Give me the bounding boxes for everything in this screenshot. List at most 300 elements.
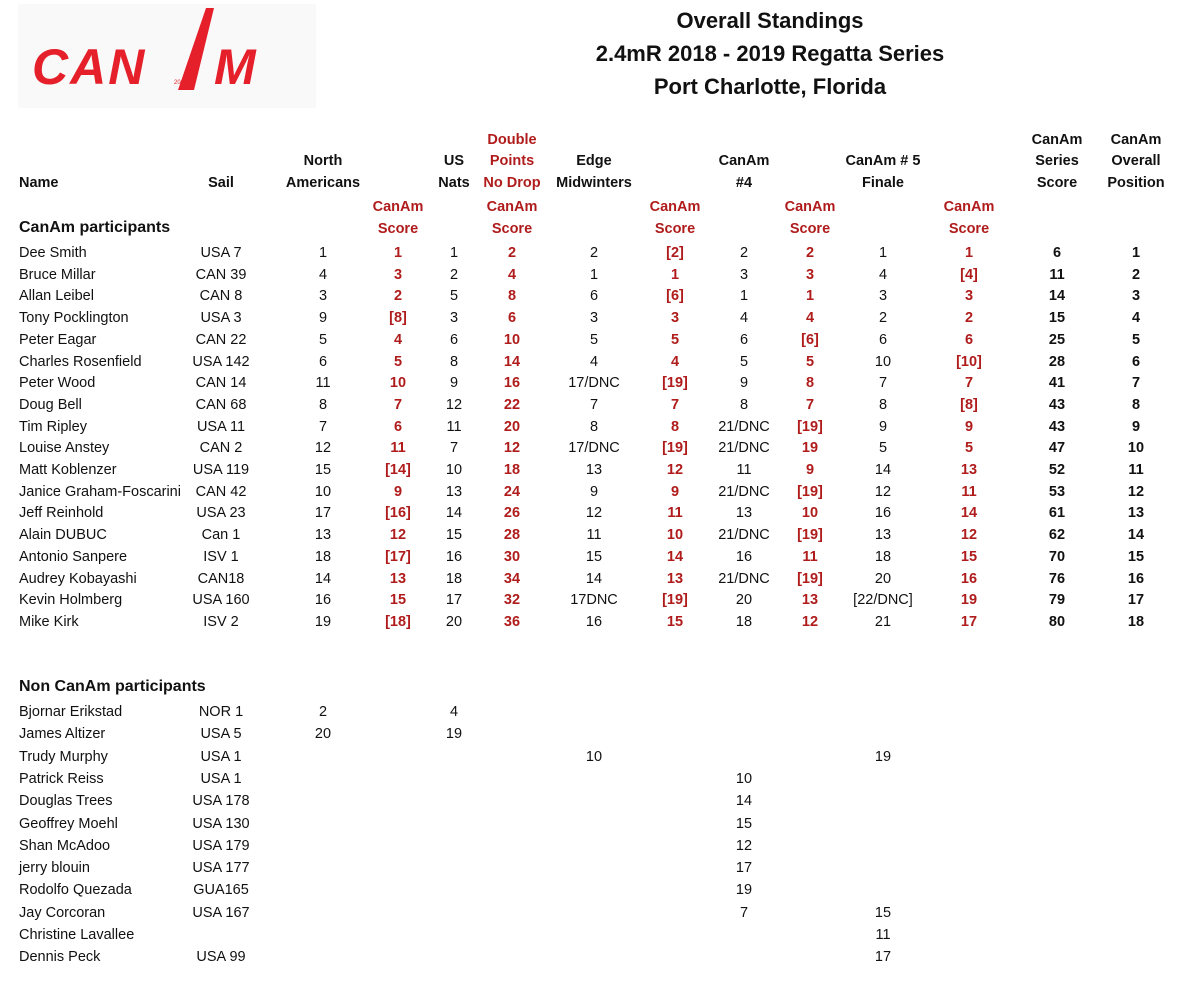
cell-canam5-finale: 19: [874, 748, 892, 765]
header-us-nats: US Nats: [438, 153, 470, 191]
cell-canam4: 9: [739, 375, 749, 392]
cell-canam-score-4: [19]: [797, 570, 823, 587]
cell-us-nats: 18: [445, 570, 463, 587]
cell-canam5-finale: 17: [874, 949, 892, 966]
cell-series-score: 28: [1048, 353, 1066, 370]
header-edge-midwinters: Edge Midwinters: [556, 153, 632, 191]
cell-canam-score-na: 5: [393, 353, 403, 370]
cell-sail: NOR 1: [198, 704, 244, 720]
cell-north-americans: 14: [314, 570, 332, 587]
cell-canam-score-edge: 11: [667, 505, 683, 522]
cell-canam-score-5: 5: [964, 440, 974, 457]
cell-name: Alain DUBUC: [19, 527, 107, 544]
cell-double-points: 6: [507, 310, 517, 327]
cell-canam5-finale: 20: [874, 570, 892, 587]
cell-edge-midwinters: 8: [589, 418, 599, 435]
cell-canam-score-na: 12: [389, 527, 407, 544]
cell-north-americans: 15: [314, 462, 332, 478]
cell-canam-score-4: 2: [805, 245, 815, 261]
cell-north-americans: 7: [318, 418, 328, 435]
cell-north-americans: 2: [318, 704, 328, 720]
cell-canam-score-5: 6: [964, 331, 974, 348]
cell-canam-score-5: 9: [964, 418, 974, 435]
cell-canam4: 13: [735, 505, 753, 522]
canam-logo: [18, 4, 316, 108]
cell-canam4: 5: [739, 353, 749, 370]
cell-series-score: 14: [1048, 288, 1066, 305]
cell-north-americans: 12: [314, 440, 332, 457]
cell-canam-score-edge: [6]: [666, 288, 684, 305]
cell-overall-position: 17: [1127, 592, 1145, 609]
cell-sail: USA 23: [196, 505, 246, 522]
cell-double-points: 20: [503, 418, 521, 435]
cell-canam-score-edge: [19]: [662, 592, 688, 609]
cell-canam4: 10: [735, 770, 753, 787]
cell-canam5-finale: 3: [878, 288, 888, 305]
cell-series-score: 70: [1048, 548, 1066, 565]
cell-canam5-finale: 11: [875, 927, 891, 943]
cell-canam-score-5: 17: [960, 613, 978, 630]
cell-series-score: 61: [1048, 505, 1066, 522]
cell-canam-score-5: [4]: [960, 266, 978, 283]
cell-name: Trudy Murphy: [19, 748, 108, 765]
cell-name: Kevin Holmberg: [19, 592, 123, 609]
cell-canam5-finale: 9: [878, 418, 888, 435]
header-overall-position: CanAm Overall Position: [1107, 131, 1165, 191]
cell-canam4: 14: [735, 793, 753, 810]
cell-canam-score-edge: [19]: [662, 440, 688, 457]
cell-overall-position: 3: [1131, 288, 1141, 305]
cell-sail: CAN 39: [195, 266, 247, 283]
cell-sail: USA 5: [200, 726, 242, 743]
cell-edge-midwinters: 3: [589, 310, 599, 327]
cell-double-points: 26: [503, 505, 521, 522]
cell-name: jerry blouin: [19, 860, 90, 877]
cell-edge-midwinters: 6: [589, 288, 599, 305]
cell-name: James Altizer: [19, 726, 106, 743]
cell-us-nats: 6: [449, 331, 459, 348]
cell-overall-position: 7: [1131, 375, 1141, 392]
cell-double-points: 18: [503, 462, 521, 478]
cell-double-points: 10: [503, 331, 521, 348]
cell-canam5-finale: [22/DNC]: [853, 592, 913, 609]
cell-double-points: 4: [507, 266, 517, 283]
cell-series-score: 62: [1048, 527, 1066, 544]
cell-overall-position: 18: [1127, 613, 1145, 630]
cell-us-nats: 5: [449, 288, 459, 305]
cell-name: Janice Graham-Foscarini: [19, 483, 181, 500]
cell-sail: CAN 68: [195, 396, 247, 413]
cell-canam5-finale: 16: [874, 505, 892, 522]
cell-sail: ISV 2: [203, 613, 239, 630]
cell-sail: USA 119: [192, 462, 250, 478]
cell-canam-score-na: [14]: [385, 462, 411, 478]
cell-name: Geoffrey Moehl: [19, 815, 118, 832]
cell-name: Tony Pocklington: [19, 310, 129, 327]
cell-canam-score-4: 4: [805, 310, 815, 327]
cell-sail: USA 1: [200, 748, 242, 765]
cell-name: Tim Ripley: [19, 418, 87, 435]
cell-double-points: 28: [503, 527, 521, 544]
cell-us-nats: 19: [445, 726, 463, 743]
cell-north-americans: 11: [315, 375, 331, 392]
cell-name: Christine Lavallee: [19, 927, 135, 943]
svg-text:M: M: [214, 39, 256, 95]
cell-canam-score-4: 10: [801, 505, 819, 522]
cell-canam5-finale: 15: [874, 904, 892, 921]
cell-overall-position: 6: [1131, 353, 1141, 370]
cell-north-americans: 3: [318, 288, 328, 305]
cell-us-nats: 9: [449, 375, 459, 392]
cell-canam-score-5: 1: [964, 245, 974, 261]
cell-sail: USA 11: [196, 418, 246, 435]
cell-canam4: 21/DNC: [718, 418, 770, 435]
cell-sail: USA 3: [200, 310, 242, 327]
cell-canam-score-edge: 10: [666, 527, 684, 544]
cell-edge-midwinters: 9: [589, 483, 599, 500]
cell-double-points: 2: [507, 245, 517, 261]
cell-sail: Can 1: [201, 527, 241, 544]
cell-series-score: 6: [1052, 245, 1062, 261]
cell-series-score: 76: [1048, 570, 1066, 587]
cell-name: Doug Bell: [19, 396, 82, 413]
cell-double-points: 14: [503, 353, 521, 370]
cell-double-points: 36: [503, 613, 521, 630]
cell-name: Mike Kirk: [19, 613, 79, 630]
cell-canam-score-4: 9: [805, 462, 815, 478]
cell-canam-score-5: 11: [961, 483, 977, 500]
cell-canam-score-4: 12: [801, 613, 819, 630]
header-name: Name: [19, 174, 59, 191]
header-canam5-finale: CanAm # 5 Finale: [845, 153, 921, 191]
cell-name: Jeff Reinhold: [19, 505, 104, 522]
cell-sail: GUA165: [193, 882, 249, 899]
cell-canam-score-edge: 13: [666, 570, 684, 587]
cell-canam5-finale: 13: [874, 527, 892, 544]
cell-series-score: 41: [1048, 375, 1066, 392]
cell-us-nats: 17: [445, 592, 463, 609]
title-line-2: 2.4mR 2018 - 2019 Regatta Series: [595, 41, 945, 66]
cell-canam-score-edge: 15: [666, 613, 684, 630]
cell-double-points: 34: [503, 570, 521, 587]
cell-us-nats: 4: [449, 704, 459, 720]
cell-us-nats: 11: [446, 418, 462, 435]
cell-us-nats: 15: [445, 527, 463, 544]
cell-edge-midwinters: 10: [585, 748, 603, 765]
cell-sail: USA 178: [192, 793, 250, 810]
cell-canam-score-4: 7: [805, 396, 815, 413]
cell-series-score: 11: [1049, 266, 1065, 283]
header-sail: Sail: [208, 174, 234, 191]
header-canam-score-5: CanAm Score: [943, 199, 995, 237]
cell-canam4: 12: [735, 837, 753, 854]
cell-canam-score-4: 19: [801, 440, 819, 457]
cell-edge-midwinters: 16: [585, 613, 603, 630]
cell-sail: USA 142: [192, 353, 250, 370]
cell-us-nats: 14: [445, 505, 463, 522]
cell-canam-score-edge: 7: [670, 396, 680, 413]
header-canam4: CanAm #4: [718, 153, 770, 191]
header-canam-score-dp: CanAm Score: [486, 199, 538, 237]
cell-overall-position: 11: [1128, 462, 1144, 478]
cell-sail: CAN 22: [195, 331, 247, 348]
cell-canam-score-4: 8: [805, 375, 815, 392]
header-canam-score-na: CanAm Score: [372, 199, 424, 237]
cell-canam-score-na: 10: [389, 375, 407, 392]
cell-edge-midwinters: 13: [585, 462, 603, 478]
cell-series-score: 47: [1048, 440, 1066, 457]
cell-canam4: 21/DNC: [718, 440, 770, 457]
cell-us-nats: 13: [445, 483, 463, 500]
cell-double-points: 12: [503, 440, 521, 457]
cell-north-americans: 6: [318, 353, 328, 370]
cell-us-nats: 12: [445, 396, 463, 413]
cell-overall-position: 14: [1127, 527, 1145, 544]
cell-canam-score-5: 13: [960, 462, 978, 478]
cell-series-score: 25: [1048, 331, 1066, 348]
cell-canam4: 11: [736, 462, 752, 478]
cell-overall-position: 15: [1127, 548, 1145, 565]
cell-sail: USA 160: [192, 592, 250, 609]
cell-canam-score-edge: 1: [670, 266, 680, 283]
cell-canam5-finale: 8: [878, 396, 888, 413]
cell-overall-position: 4: [1131, 310, 1141, 327]
cell-canam4: 15: [735, 815, 753, 832]
cell-canam-score-na: 9: [393, 483, 403, 500]
cell-north-americans: 20: [314, 726, 332, 743]
cell-canam5-finale: 1: [878, 245, 888, 261]
cell-name: Dee Smith: [19, 245, 87, 261]
cell-canam-score-na: 3: [393, 266, 403, 283]
cell-canam4: 16: [735, 548, 753, 565]
cell-north-americans: 16: [314, 592, 332, 609]
cell-canam-score-na: 1: [393, 245, 403, 261]
cell-edge-midwinters: 7: [589, 396, 599, 413]
cell-double-points: 8: [507, 288, 517, 305]
cell-canam-score-edge: 12: [666, 462, 684, 478]
cell-sail: USA 99: [196, 949, 246, 966]
cell-edge-midwinters: 17DNC: [570, 592, 618, 609]
cell-us-nats: 8: [449, 353, 459, 370]
cell-canam5-finale: 2: [878, 310, 888, 327]
cell-edge-midwinters: 5: [589, 331, 599, 348]
cell-overall-position: 13: [1127, 505, 1145, 522]
cell-series-score: 43: [1048, 418, 1066, 435]
cell-name: Rodolfo Quezada: [19, 882, 132, 899]
cell-canam-score-5: 3: [964, 288, 974, 305]
cell-canam-score-na: 4: [393, 331, 403, 348]
cell-canam-score-na: [17]: [385, 548, 411, 565]
cell-canam5-finale: 18: [874, 548, 892, 565]
cell-canam4: 21/DNC: [718, 483, 770, 500]
cell-canam-score-edge: [2]: [666, 245, 684, 261]
cell-sail: CAN 2: [199, 440, 243, 457]
cell-edge-midwinters: 17/DNC: [568, 440, 620, 457]
cell-canam-score-4: 13: [801, 592, 819, 609]
cell-canam4: 17: [735, 860, 753, 877]
cell-canam-score-5: 2: [964, 310, 974, 327]
cell-canam-score-5: 14: [960, 505, 978, 522]
cell-canam-score-5: 16: [960, 570, 978, 587]
cell-canam4: 7: [739, 904, 749, 921]
cell-canam-score-4: [6]: [801, 331, 819, 348]
cell-overall-position: 2: [1131, 266, 1141, 283]
cell-canam-score-4: [19]: [797, 418, 823, 435]
cell-series-score: 53: [1048, 483, 1066, 500]
cell-name: Allan Leibel: [19, 288, 94, 305]
cell-north-americans: 10: [314, 483, 332, 500]
cell-canam4: 6: [739, 331, 749, 348]
cell-north-americans: 17: [314, 505, 332, 522]
cell-canam-score-edge: 14: [666, 548, 684, 565]
cell-canam-score-4: 1: [805, 288, 815, 305]
cell-canam4: 18: [735, 613, 753, 630]
cell-canam-score-na: 11: [390, 440, 406, 457]
cell-name: Matt Koblenzer: [19, 462, 117, 478]
svg-text:CAN: CAN: [32, 39, 147, 95]
cell-sail: CAN 14: [195, 375, 247, 392]
cell-us-nats: 20: [445, 613, 463, 630]
cell-canam-score-edge: 5: [670, 331, 680, 348]
section-canam-participants: CanAm participants: [19, 219, 171, 236]
cell-canam-score-4: [19]: [797, 527, 823, 544]
cell-name: Louise Anstey: [19, 440, 110, 457]
cell-overall-position: 12: [1127, 483, 1145, 500]
cell-name: Bjornar Erikstad: [19, 704, 123, 720]
header-canam-score-edge: CanAm Score: [649, 199, 701, 237]
cell-edge-midwinters: 11: [586, 527, 602, 544]
cell-name: Jay Corcoran: [19, 904, 106, 921]
cell-us-nats: 2: [449, 266, 459, 283]
cell-name: Bruce Millar: [19, 266, 96, 283]
cell-north-americans: 4: [318, 266, 328, 283]
cell-name: Patrick Reiss: [19, 770, 104, 787]
cell-canam5-finale: 14: [874, 462, 892, 478]
header-north-americans: North Americans: [285, 153, 361, 191]
cell-edge-midwinters: 4: [589, 353, 599, 370]
cell-canam-score-edge: [19]: [662, 375, 688, 392]
cell-canam-score-4: 3: [805, 266, 815, 283]
cell-canam-score-na: 13: [389, 570, 407, 587]
cell-overall-position: 5: [1131, 331, 1141, 348]
cell-sail: USA 179: [192, 837, 250, 854]
cell-edge-midwinters: 17/DNC: [568, 375, 620, 392]
cell-north-americans: 1: [318, 245, 328, 261]
cell-sail: USA 7: [200, 245, 242, 261]
cell-edge-midwinters: 1: [589, 266, 599, 283]
title-line-1: Overall Standings: [676, 8, 864, 33]
cell-name: Shan McAdoo: [19, 837, 111, 854]
cell-canam-score-4: 11: [802, 548, 818, 565]
cell-canam4: 21/DNC: [718, 527, 770, 544]
section-non-canam-participants: Non CanAm participants: [19, 678, 206, 695]
cell-canam-score-na: [18]: [385, 613, 411, 630]
cell-overall-position: 10: [1127, 440, 1145, 457]
canam-logo-graphic: [18, 4, 316, 108]
cell-name: Peter Wood: [19, 375, 96, 392]
cell-canam-score-5: 12: [960, 527, 978, 544]
cell-sail: CAN 8: [199, 288, 243, 305]
cell-sail: USA 1: [200, 770, 242, 787]
cell-sail: CAN18: [197, 570, 245, 587]
cell-canam-score-5: 7: [964, 375, 974, 392]
cell-canam4: 19: [735, 882, 753, 899]
cell-name: Peter Eagar: [19, 331, 97, 348]
title-line-3: Port Charlotte, Florida: [653, 74, 887, 99]
cell-canam4: 2: [739, 245, 749, 261]
cell-sail: USA 130: [192, 815, 250, 832]
cell-canam5-finale: 21: [874, 613, 892, 630]
cell-us-nats: 10: [445, 462, 463, 478]
cell-sail: CAN 42: [195, 483, 247, 500]
cell-overall-position: 1: [1131, 245, 1141, 261]
cell-north-americans: 13: [314, 527, 332, 544]
cell-overall-position: 9: [1131, 418, 1141, 435]
cell-canam5-finale: 7: [878, 375, 888, 392]
header-series-score: CanAm Series Score: [1031, 131, 1083, 191]
cell-edge-midwinters: 2: [589, 245, 599, 261]
cell-edge-midwinters: 14: [585, 570, 603, 587]
header-canam-score-4: CanAm Score: [784, 199, 836, 237]
cell-canam-score-edge: 8: [670, 418, 680, 435]
cell-canam-score-5: [10]: [956, 353, 982, 370]
cell-canam-score-na: 2: [393, 288, 403, 305]
cell-canam-score-4: 5: [805, 353, 815, 370]
cell-name: Audrey Kobayashi: [19, 570, 137, 587]
cell-canam-score-na: [16]: [385, 505, 411, 522]
cell-canam-score-4: [19]: [797, 483, 823, 500]
title-block: [560, 4, 980, 103]
cell-canam4: 8: [739, 396, 749, 413]
cell-north-americans: 5: [318, 331, 328, 348]
cell-us-nats: 1: [449, 245, 459, 261]
cell-canam-score-na: [8]: [389, 310, 407, 327]
cell-north-americans: 19: [314, 613, 332, 630]
cell-double-points: 22: [503, 396, 521, 413]
cell-edge-midwinters: 15: [585, 548, 603, 565]
cell-canam5-finale: 10: [874, 353, 892, 370]
cell-double-points: 16: [503, 375, 521, 392]
cell-canam-score-edge: 3: [670, 310, 680, 327]
cell-us-nats: 7: [449, 440, 459, 457]
cell-sail: ISV 1: [203, 548, 239, 565]
cell-us-nats: 16: [445, 548, 463, 565]
cell-canam4: 20: [735, 592, 753, 609]
header-double-points: Double Points No Drop: [483, 131, 541, 191]
cell-overall-position: 8: [1131, 396, 1141, 413]
cell-series-score: 79: [1048, 592, 1066, 609]
cell-edge-midwinters: 12: [585, 505, 603, 522]
cell-canam5-finale: 4: [878, 266, 888, 283]
cell-series-score: 52: [1048, 462, 1066, 478]
cell-name: Dennis Peck: [19, 949, 101, 966]
cell-name: Douglas Trees: [19, 793, 113, 810]
cell-double-points: 30: [503, 548, 521, 565]
cell-sail: USA 167: [192, 904, 250, 921]
cell-canam4: 4: [739, 310, 749, 327]
cell-us-nats: 3: [449, 310, 459, 327]
cell-canam5-finale: 5: [878, 440, 888, 457]
cell-series-score: 15: [1048, 310, 1066, 327]
cell-name: Antonio Sanpere: [19, 548, 128, 565]
cell-canam-score-edge: 4: [670, 353, 680, 370]
cell-canam4: 21/DNC: [718, 570, 770, 587]
cell-double-points: 32: [503, 592, 521, 609]
cell-canam-score-na: 7: [393, 396, 403, 413]
cell-double-points: 24: [503, 483, 521, 500]
cell-canam-score-5: 15: [960, 548, 978, 565]
cell-canam4: 1: [739, 288, 749, 305]
